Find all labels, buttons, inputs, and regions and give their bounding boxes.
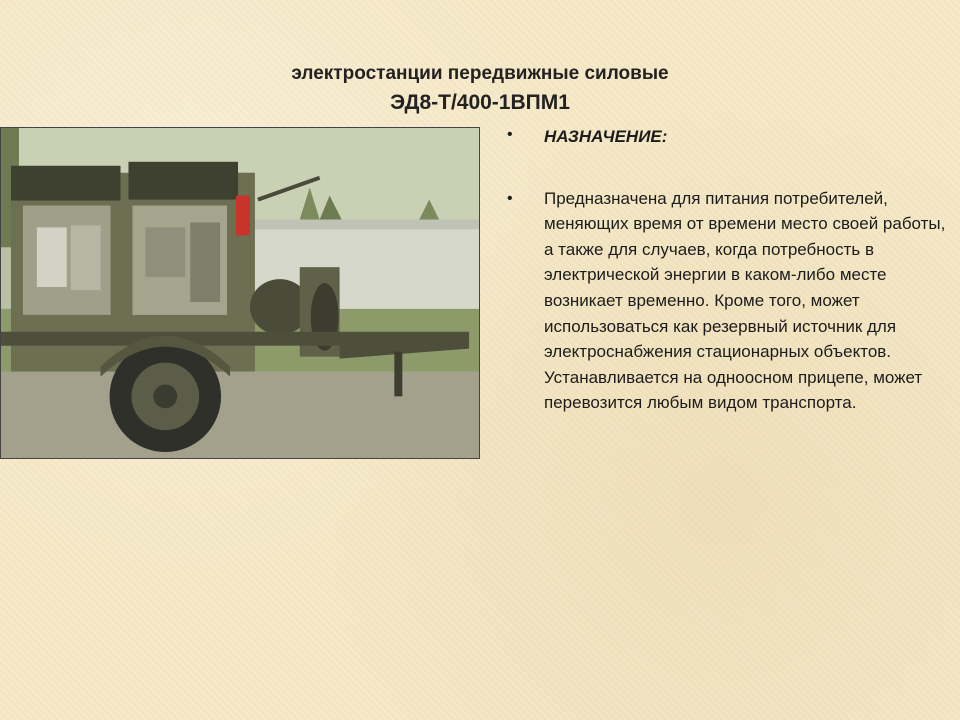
bullet-marker: • [507,126,513,143]
power-station-illustration [1,128,479,458]
bullet-marker: • [507,189,513,207]
list-item [505,186,950,416]
title-line-2: ЭД8-Т/400-1ВПМ1 [390,91,570,114]
content-list [505,122,950,416]
purpose-description: Предназначена для питания потребителей, меняющих время от времени место своей работы, а также для случаев, когда потребность в электрической энергии в каком-либо месте возникает временно. Кроме того, может использоваться как резервный источник для электроснабжения стационарных объектов. Устанавливается на одноосном прицепе, может перевозится любым видом транспорта. [544,188,946,413]
power-station-photo [0,127,480,459]
slide-title [180,60,780,118]
purpose-heading: НАЗНАЧЕНИЕ: [544,127,668,146]
title-line-1: электростанции передвижные силовые [291,63,669,84]
list-item [505,122,950,150]
